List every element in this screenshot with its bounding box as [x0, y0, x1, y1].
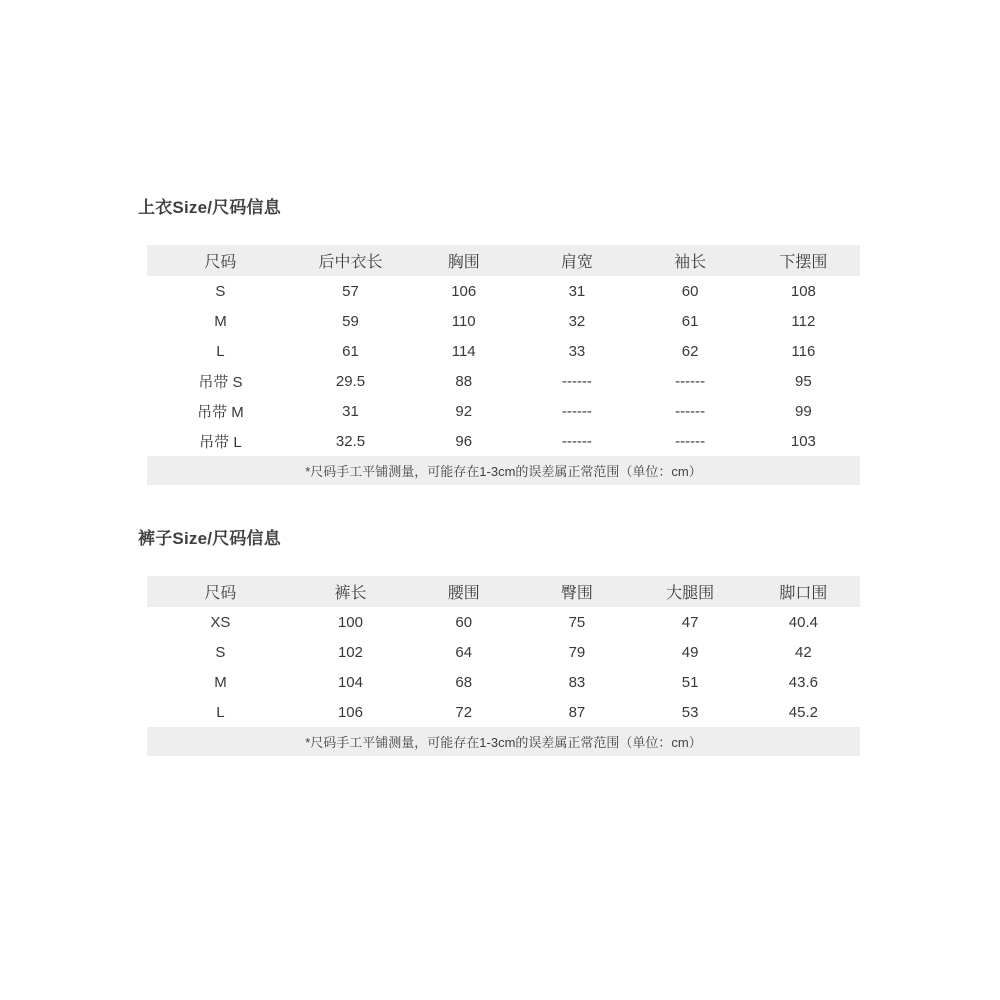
column-header: 袖长 — [634, 245, 747, 276]
table-row — [147, 276, 860, 306]
measurement-cell: 31 — [520, 276, 633, 306]
column-header: 后中衣长 — [294, 245, 407, 276]
size-label-cell: 吊带 M — [147, 396, 294, 426]
table-row — [147, 697, 860, 727]
measurement-cell: 49 — [634, 637, 747, 667]
size-table-body — [147, 276, 860, 456]
measurement-cell: 95 — [747, 366, 860, 396]
column-header: 腰围 — [407, 576, 520, 607]
size-label-cell: 吊带 L — [147, 426, 294, 456]
measurement-cell: 45.2 — [747, 697, 860, 727]
header-row — [147, 576, 860, 607]
measurement-note: *尺码手工平铺测量，可能存在1-3cm的误差属正常范围（单位：cm） — [147, 456, 860, 485]
measurement-cell: 57 — [294, 276, 407, 306]
measurement-cell: 102 — [294, 637, 407, 667]
measurement-cell: 47 — [634, 607, 747, 637]
size-table-header — [147, 245, 860, 276]
measurement-cell: 33 — [520, 336, 633, 366]
column-header: 尺码 — [147, 576, 294, 607]
measurement-cell: 104 — [294, 667, 407, 697]
column-header: 胸围 — [407, 245, 520, 276]
table-row — [147, 396, 860, 426]
measurement-cell: 83 — [520, 667, 633, 697]
measurement-cell: 72 — [407, 697, 520, 727]
table-row — [147, 667, 860, 697]
size-table-footer — [147, 727, 860, 756]
measurement-cell: 75 — [520, 607, 633, 637]
column-header: 脚口围 — [747, 576, 860, 607]
size-table-header — [147, 576, 860, 607]
measurement-cell: 43.6 — [747, 667, 860, 697]
measurement-cell: 96 — [407, 426, 520, 456]
measurement-cell: ------ — [520, 366, 633, 396]
title-garment-type: 上衣 — [138, 198, 173, 217]
title-info-word: 尺码信息 — [212, 529, 281, 548]
measurement-cell: 51 — [634, 667, 747, 697]
title-info-word: 尺码信息 — [212, 198, 281, 217]
section-spacer — [138, 485, 862, 529]
measurement-cell: 87 — [520, 697, 633, 727]
measurement-cell: 60 — [407, 607, 520, 637]
column-header: 下摆围 — [747, 245, 860, 276]
measurement-cell: 68 — [407, 667, 520, 697]
measurement-cell: 99 — [747, 396, 860, 426]
measurement-cell: 116 — [747, 336, 860, 366]
size-table-body — [147, 607, 860, 727]
measurement-cell: 31 — [294, 396, 407, 426]
size-table-title — [138, 198, 862, 218]
size-label-cell: S — [147, 276, 294, 306]
measurement-cell: 62 — [634, 336, 747, 366]
size-label-cell: L — [147, 336, 294, 366]
measurement-cell: 53 — [634, 697, 747, 727]
measurement-cell: 32 — [520, 306, 633, 336]
measurement-cell: 64 — [407, 637, 520, 667]
size-label-cell: XS — [147, 607, 294, 637]
column-header: 臀围 — [520, 576, 633, 607]
table-row — [147, 306, 860, 336]
measurement-cell: 110 — [407, 306, 520, 336]
measurement-cell: 32.5 — [294, 426, 407, 456]
size-table-section — [138, 529, 862, 756]
measurement-cell: 61 — [634, 306, 747, 336]
header-row — [147, 245, 860, 276]
measurement-cell: ------ — [634, 396, 747, 426]
title-size-word: Size/ — [172, 198, 213, 217]
measurement-cell: ------ — [634, 426, 747, 456]
note-row — [147, 727, 860, 756]
column-header: 裤长 — [294, 576, 407, 607]
measurement-cell: 61 — [294, 336, 407, 366]
measurement-cell: 100 — [294, 607, 407, 637]
measurement-cell: 29.5 — [294, 366, 407, 396]
table-row — [147, 426, 860, 456]
measurement-cell: 79 — [520, 637, 633, 667]
size-table — [147, 576, 860, 756]
size-table-footer — [147, 456, 860, 485]
title-size-word: Size/ — [172, 529, 213, 548]
column-header: 大腿围 — [634, 576, 747, 607]
measurement-cell: ------ — [634, 366, 747, 396]
measurement-cell: 92 — [407, 396, 520, 426]
note-row — [147, 456, 860, 485]
measurement-cell: 106 — [407, 276, 520, 306]
measurement-cell: ------ — [520, 396, 633, 426]
measurement-cell: 59 — [294, 306, 407, 336]
size-table-section — [138, 198, 862, 485]
table-row — [147, 607, 860, 637]
measurement-cell: 112 — [747, 306, 860, 336]
table-row — [147, 637, 860, 667]
measurement-cell: 60 — [634, 276, 747, 306]
size-label-cell: M — [147, 306, 294, 336]
size-label-cell: S — [147, 637, 294, 667]
size-label-cell: 吊带 S — [147, 366, 294, 396]
table-row — [147, 366, 860, 396]
size-label-cell: M — [147, 667, 294, 697]
measurement-cell: 88 — [407, 366, 520, 396]
measurement-cell: 114 — [407, 336, 520, 366]
column-header: 尺码 — [147, 245, 294, 276]
measurement-note: *尺码手工平铺测量，可能存在1-3cm的误差属正常范围（单位：cm） — [147, 727, 860, 756]
measurement-cell: 103 — [747, 426, 860, 456]
size-chart-content — [138, 198, 862, 756]
size-table-title — [138, 529, 862, 549]
measurement-cell: 42 — [747, 637, 860, 667]
column-header: 肩宽 — [520, 245, 633, 276]
measurement-cell: ------ — [520, 426, 633, 456]
table-row — [147, 336, 860, 366]
measurement-cell: 108 — [747, 276, 860, 306]
title-garment-type: 裤子 — [138, 529, 173, 548]
measurement-cell: 106 — [294, 697, 407, 727]
size-label-cell: L — [147, 697, 294, 727]
size-table — [147, 245, 860, 485]
measurement-cell: 40.4 — [747, 607, 860, 637]
